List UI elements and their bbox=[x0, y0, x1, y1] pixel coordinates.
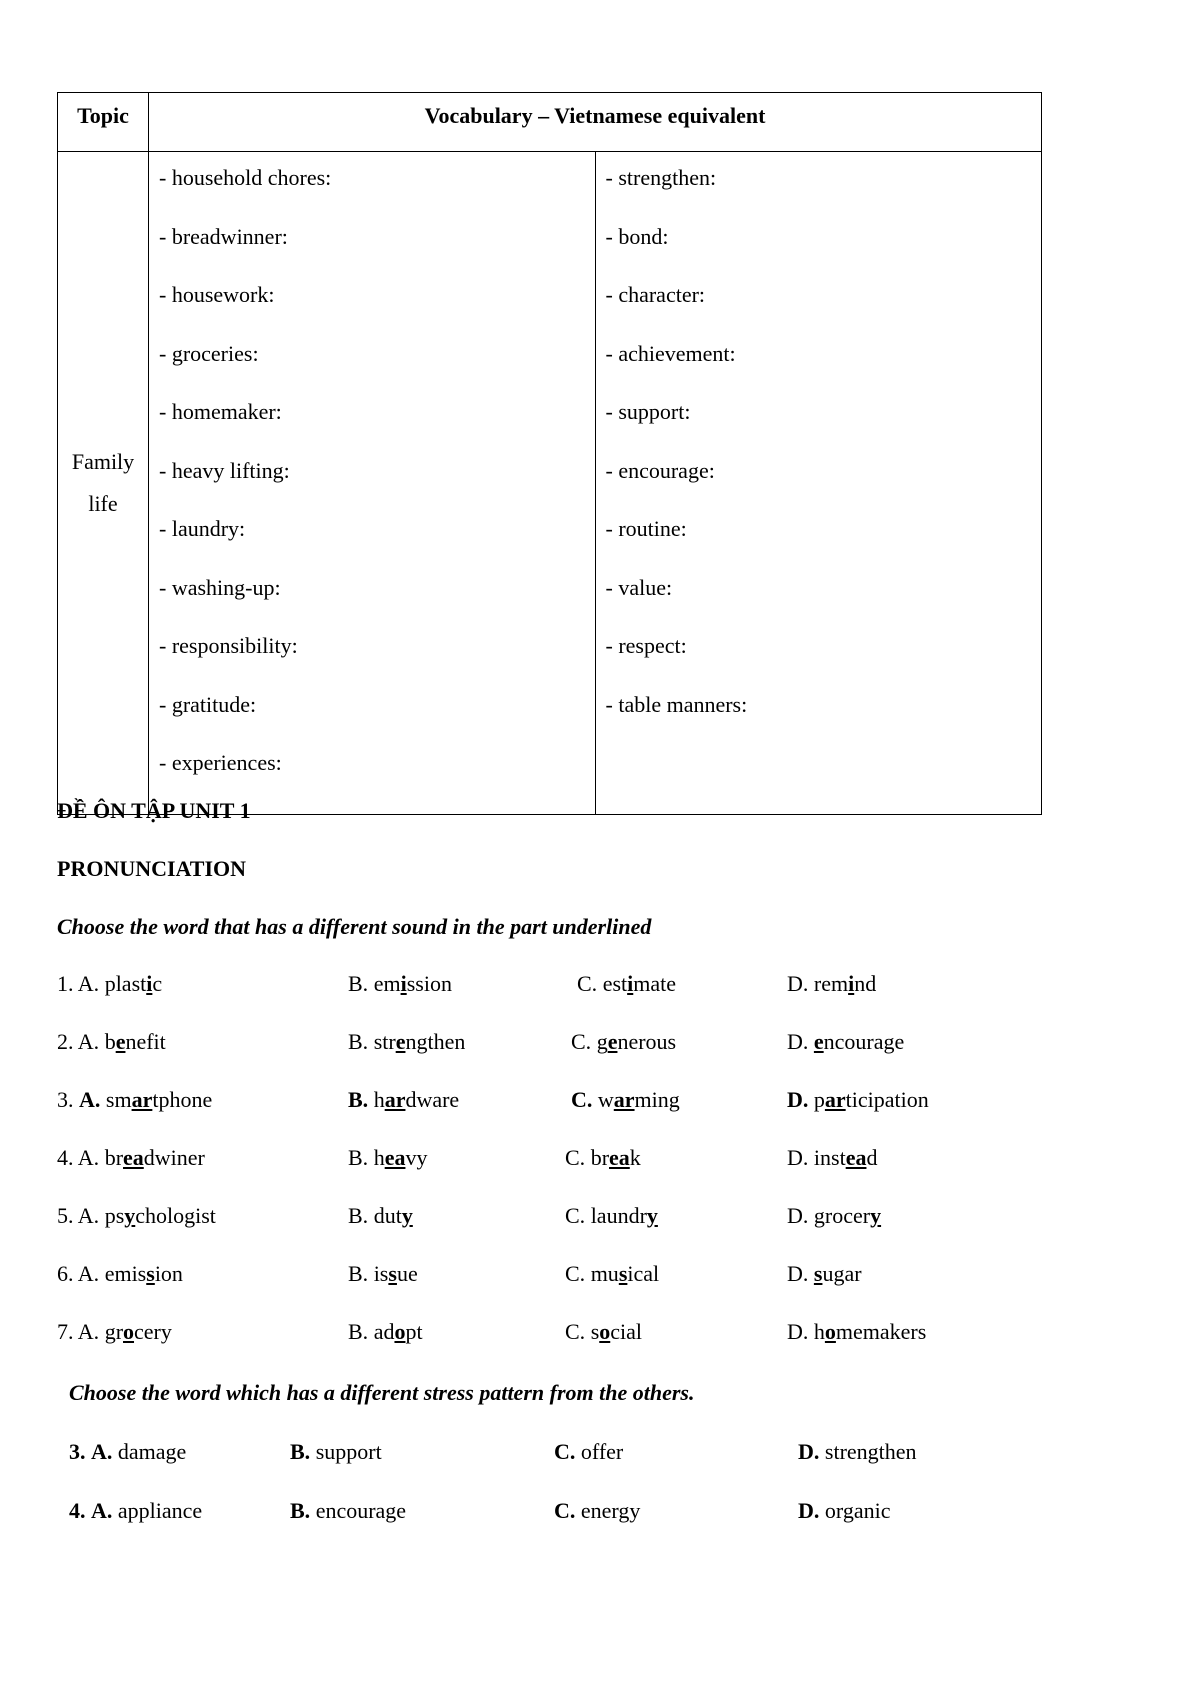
word-pre: br bbox=[104, 1145, 124, 1170]
word-post: ue bbox=[396, 1261, 418, 1286]
word-pre: ps bbox=[104, 1203, 125, 1228]
question-number: 1. bbox=[57, 971, 74, 996]
word-post: mate bbox=[633, 971, 677, 996]
word-post: vy bbox=[405, 1145, 428, 1170]
word-post: nefit bbox=[125, 1029, 166, 1054]
right-vocab-item: - character: bbox=[605, 282, 706, 307]
underlined-part: i bbox=[146, 971, 153, 996]
pronunciation-option bbox=[787, 1319, 926, 1345]
underlined-part: y bbox=[124, 1203, 136, 1228]
option-letter: C. bbox=[565, 1145, 586, 1170]
option-word: offer bbox=[580, 1439, 624, 1464]
vocab-column-left bbox=[149, 152, 596, 815]
stress-option bbox=[69, 1439, 186, 1465]
pronunciation-option bbox=[57, 1145, 205, 1171]
topic-cell: Family life bbox=[58, 152, 149, 815]
underlined-part: e bbox=[115, 1029, 126, 1054]
left-vocab-item: - washing-up: bbox=[159, 574, 281, 600]
word-post: ion bbox=[154, 1261, 183, 1286]
option-letter: D. bbox=[787, 1203, 809, 1228]
pronunciation-option bbox=[571, 1029, 676, 1055]
underlined-part: ar bbox=[384, 1087, 406, 1112]
stress-instruction: Choose the word which has a different stress pattern from the others. bbox=[69, 1380, 695, 1405]
option-letter: D. bbox=[798, 1498, 820, 1523]
option-letter: D. bbox=[787, 1319, 809, 1344]
word-post: cial bbox=[610, 1319, 643, 1344]
option-letter: C. bbox=[571, 1087, 593, 1112]
word-pre: str bbox=[373, 1029, 396, 1054]
word-post: nerous bbox=[617, 1029, 677, 1054]
word-pre: w bbox=[597, 1087, 614, 1112]
left-vocab-item: - groceries: bbox=[159, 340, 259, 366]
pronunciation-option bbox=[57, 1203, 216, 1229]
word-post: ical bbox=[627, 1261, 660, 1286]
question-number: 4. bbox=[69, 1498, 86, 1523]
option-letter: A. bbox=[91, 1498, 113, 1523]
pronunciation-option bbox=[571, 1087, 680, 1113]
vocabulary-table bbox=[57, 92, 1042, 815]
pronunciation-option bbox=[565, 1145, 641, 1171]
pronunciation-option bbox=[57, 971, 162, 997]
right-vocab-item: - strengthen: bbox=[605, 165, 717, 190]
word-pre: br bbox=[590, 1145, 610, 1170]
word-pre: laundr bbox=[590, 1203, 647, 1228]
option-letter: A. bbox=[77, 1145, 100, 1170]
option-letter: D. bbox=[787, 1145, 809, 1170]
word-post: ugar bbox=[822, 1261, 862, 1286]
word-post: nd bbox=[854, 971, 877, 996]
pronunciation-option bbox=[348, 1087, 459, 1113]
pronunciation-option bbox=[787, 1029, 904, 1055]
option-letter: B. bbox=[290, 1498, 311, 1523]
vocab-column-right bbox=[595, 152, 1042, 815]
pronunciation-option bbox=[787, 1087, 929, 1113]
underlined-part: ar bbox=[131, 1087, 153, 1112]
option-letter: B. bbox=[348, 971, 369, 996]
option-letter: A. bbox=[77, 1029, 100, 1054]
underlined-part: o bbox=[123, 1319, 135, 1344]
option-letter: D. bbox=[798, 1439, 820, 1464]
word-post: chologist bbox=[135, 1203, 216, 1228]
option-word: damage bbox=[117, 1439, 187, 1464]
word-pre: est bbox=[602, 971, 628, 996]
left-vocab-item: - housework: bbox=[159, 282, 275, 307]
option-letter: B. bbox=[348, 1087, 369, 1112]
word-pre: h bbox=[373, 1087, 385, 1112]
underlined-part: s bbox=[618, 1261, 628, 1286]
question-number: 2. bbox=[57, 1029, 74, 1054]
left-vocab-item: - homemaker: bbox=[159, 399, 282, 424]
option-word: energy bbox=[580, 1498, 641, 1523]
option-word: strengthen bbox=[824, 1439, 917, 1464]
option-letter: B. bbox=[348, 1319, 369, 1344]
word-post: pt bbox=[405, 1319, 423, 1344]
underlined-part: ar bbox=[613, 1087, 635, 1112]
option-letter: C. bbox=[571, 1029, 592, 1054]
word-pre: b bbox=[104, 1029, 116, 1054]
stress-option bbox=[290, 1498, 406, 1524]
right-vocab-item: - respect: bbox=[605, 633, 687, 658]
word-post: cery bbox=[134, 1319, 172, 1344]
left-vocab-item: - heavy lifting: bbox=[159, 457, 290, 483]
underlined-part: y bbox=[646, 1203, 658, 1228]
stress-option bbox=[69, 1498, 202, 1524]
stress-option bbox=[554, 1439, 623, 1465]
pronunciation-option bbox=[577, 971, 676, 997]
option-letter: C. bbox=[554, 1498, 576, 1523]
word-pre: inst bbox=[813, 1145, 846, 1170]
option-letter: A. bbox=[77, 1203, 100, 1228]
question-number: 7. bbox=[57, 1319, 74, 1344]
option-letter: D. bbox=[787, 1261, 809, 1286]
option-letter: B. bbox=[348, 1261, 369, 1286]
word-post: ncourage bbox=[823, 1029, 905, 1054]
word-pre: emis bbox=[104, 1261, 147, 1286]
option-letter: D. bbox=[787, 971, 809, 996]
stress-option bbox=[290, 1439, 382, 1465]
option-letter: C. bbox=[565, 1319, 586, 1344]
right-vocab-item: - bond: bbox=[605, 223, 669, 249]
word-pre: h bbox=[373, 1145, 385, 1170]
stress-option bbox=[798, 1498, 890, 1524]
right-vocab-item: - achievement: bbox=[605, 340, 736, 366]
underlined-part: s bbox=[388, 1261, 397, 1286]
word-pre: plast bbox=[104, 971, 147, 996]
question-number: 3. bbox=[57, 1087, 74, 1112]
underlined-part: ea bbox=[609, 1145, 630, 1170]
word-pre: s bbox=[590, 1319, 600, 1344]
pronunciation-option bbox=[565, 1319, 642, 1345]
pronunciation-option bbox=[348, 1319, 423, 1345]
option-word: appliance bbox=[117, 1498, 203, 1523]
left-vocab-item: - laundry: bbox=[159, 516, 246, 541]
underlined-part: ea bbox=[384, 1145, 406, 1170]
pronunciation-option bbox=[565, 1203, 658, 1229]
word-pre: grocer bbox=[813, 1203, 871, 1228]
word-pre: ad bbox=[373, 1319, 395, 1344]
word-post: c bbox=[152, 971, 163, 996]
pronunciation-option bbox=[348, 1145, 427, 1171]
option-letter: C. bbox=[565, 1203, 586, 1228]
word-post: ngthen bbox=[405, 1029, 466, 1054]
pronunciation-option bbox=[787, 1145, 877, 1171]
option-letter: A. bbox=[77, 971, 100, 996]
underlined-part: i bbox=[400, 971, 407, 996]
right-vocab-item: - routine: bbox=[605, 516, 687, 541]
pronunciation-option bbox=[787, 1203, 881, 1229]
pronunciation-option bbox=[57, 1261, 183, 1287]
pronunciation-heading: PRONUNCIATION bbox=[57, 856, 247, 881]
pronunciation-option bbox=[787, 1261, 862, 1287]
left-vocab-item: - breadwinner: bbox=[159, 223, 288, 249]
underlined-part: y bbox=[870, 1203, 882, 1228]
word-pre: rem bbox=[813, 971, 849, 996]
option-letter: D. bbox=[787, 1087, 809, 1112]
pronunciation-option bbox=[348, 1029, 465, 1055]
word-post: ticipation bbox=[845, 1087, 929, 1112]
option-letter: A. bbox=[77, 1261, 100, 1286]
option-letter: B. bbox=[348, 1029, 369, 1054]
word-post: tphone bbox=[152, 1087, 213, 1112]
option-letter: C. bbox=[565, 1261, 586, 1286]
stress-option bbox=[554, 1498, 640, 1524]
underlined-part: y bbox=[401, 1203, 413, 1228]
pronunciation-option bbox=[565, 1261, 659, 1287]
underlined-part: s bbox=[146, 1261, 155, 1286]
option-letter: A. bbox=[77, 1319, 100, 1344]
option-letter: C. bbox=[577, 971, 598, 996]
right-vocab-item: - support: bbox=[605, 399, 691, 424]
word-pre: dut bbox=[373, 1203, 402, 1228]
word-pre: g bbox=[596, 1029, 608, 1054]
underlined-part: o bbox=[824, 1319, 836, 1344]
question-number: 4. bbox=[57, 1145, 74, 1170]
word-post: ssion bbox=[406, 971, 452, 996]
option-letter: D. bbox=[787, 1029, 809, 1054]
underlined-part: ea bbox=[123, 1145, 144, 1170]
word-pre: gr bbox=[104, 1319, 124, 1344]
right-vocab-item: - value: bbox=[605, 574, 673, 600]
left-vocab-item: - gratitude: bbox=[159, 691, 257, 717]
word-post: k bbox=[629, 1145, 641, 1170]
word-pre: mu bbox=[590, 1261, 619, 1286]
option-letter: A. bbox=[79, 1087, 101, 1112]
left-vocab-item: - responsibility: bbox=[159, 633, 298, 658]
underlined-part: o bbox=[394, 1319, 406, 1344]
option-letter: B. bbox=[348, 1145, 369, 1170]
underlined-part: o bbox=[599, 1319, 611, 1344]
word-pre: sm bbox=[105, 1087, 132, 1112]
left-vocab-item: - experiences: bbox=[159, 750, 282, 775]
underlined-part: e bbox=[813, 1029, 824, 1054]
word-post: dware bbox=[405, 1087, 460, 1112]
pronunciation-option bbox=[57, 1087, 212, 1113]
pronunciation-option bbox=[57, 1029, 166, 1055]
option-letter: B. bbox=[348, 1203, 369, 1228]
pronunciation-instruction: Choose the word that has a different sound in the part underlined bbox=[57, 914, 652, 939]
underlined-part: s bbox=[813, 1261, 823, 1286]
word-post: memakers bbox=[835, 1319, 927, 1344]
underlined-part: e bbox=[607, 1029, 618, 1054]
option-word: encourage bbox=[315, 1498, 407, 1523]
pronunciation-option bbox=[57, 1319, 172, 1345]
word-pre: is bbox=[373, 1261, 389, 1286]
option-word: support bbox=[315, 1439, 382, 1464]
option-letter: A. bbox=[91, 1439, 113, 1464]
stress-option bbox=[798, 1439, 917, 1465]
underlined-part: e bbox=[395, 1029, 406, 1054]
pronunciation-option bbox=[787, 971, 876, 997]
topic-header: Topic bbox=[58, 93, 149, 152]
pronunciation-option bbox=[348, 971, 452, 997]
word-post: dwiner bbox=[143, 1145, 205, 1170]
question-number: 5. bbox=[57, 1203, 74, 1228]
underlined-part: i bbox=[848, 971, 855, 996]
option-word: organic bbox=[824, 1498, 891, 1523]
underlined-part: i bbox=[627, 971, 634, 996]
underlined-part: ar bbox=[824, 1087, 846, 1112]
underlined-part: ea bbox=[845, 1145, 867, 1170]
option-letter: C. bbox=[554, 1439, 576, 1464]
right-vocab-item: - encourage: bbox=[605, 457, 715, 483]
right-vocab-item: - table manners: bbox=[605, 691, 748, 717]
word-post: ming bbox=[634, 1087, 680, 1112]
question-number: 6. bbox=[57, 1261, 74, 1286]
word-pre: p bbox=[813, 1087, 825, 1112]
option-letter: B. bbox=[290, 1439, 311, 1464]
word-pre: h bbox=[813, 1319, 825, 1344]
vocabulary-header: Vocabulary – Vietnamese equivalent bbox=[149, 93, 1042, 152]
page-title: ĐỀ ÔN TẬP UNIT 1 bbox=[57, 798, 251, 823]
word-post: d bbox=[866, 1145, 878, 1170]
question-number: 3. bbox=[69, 1439, 86, 1464]
left-vocab-item: - household chores: bbox=[159, 165, 332, 190]
pronunciation-option bbox=[348, 1261, 418, 1287]
word-pre: em bbox=[373, 971, 401, 996]
pronunciation-option bbox=[348, 1203, 413, 1229]
